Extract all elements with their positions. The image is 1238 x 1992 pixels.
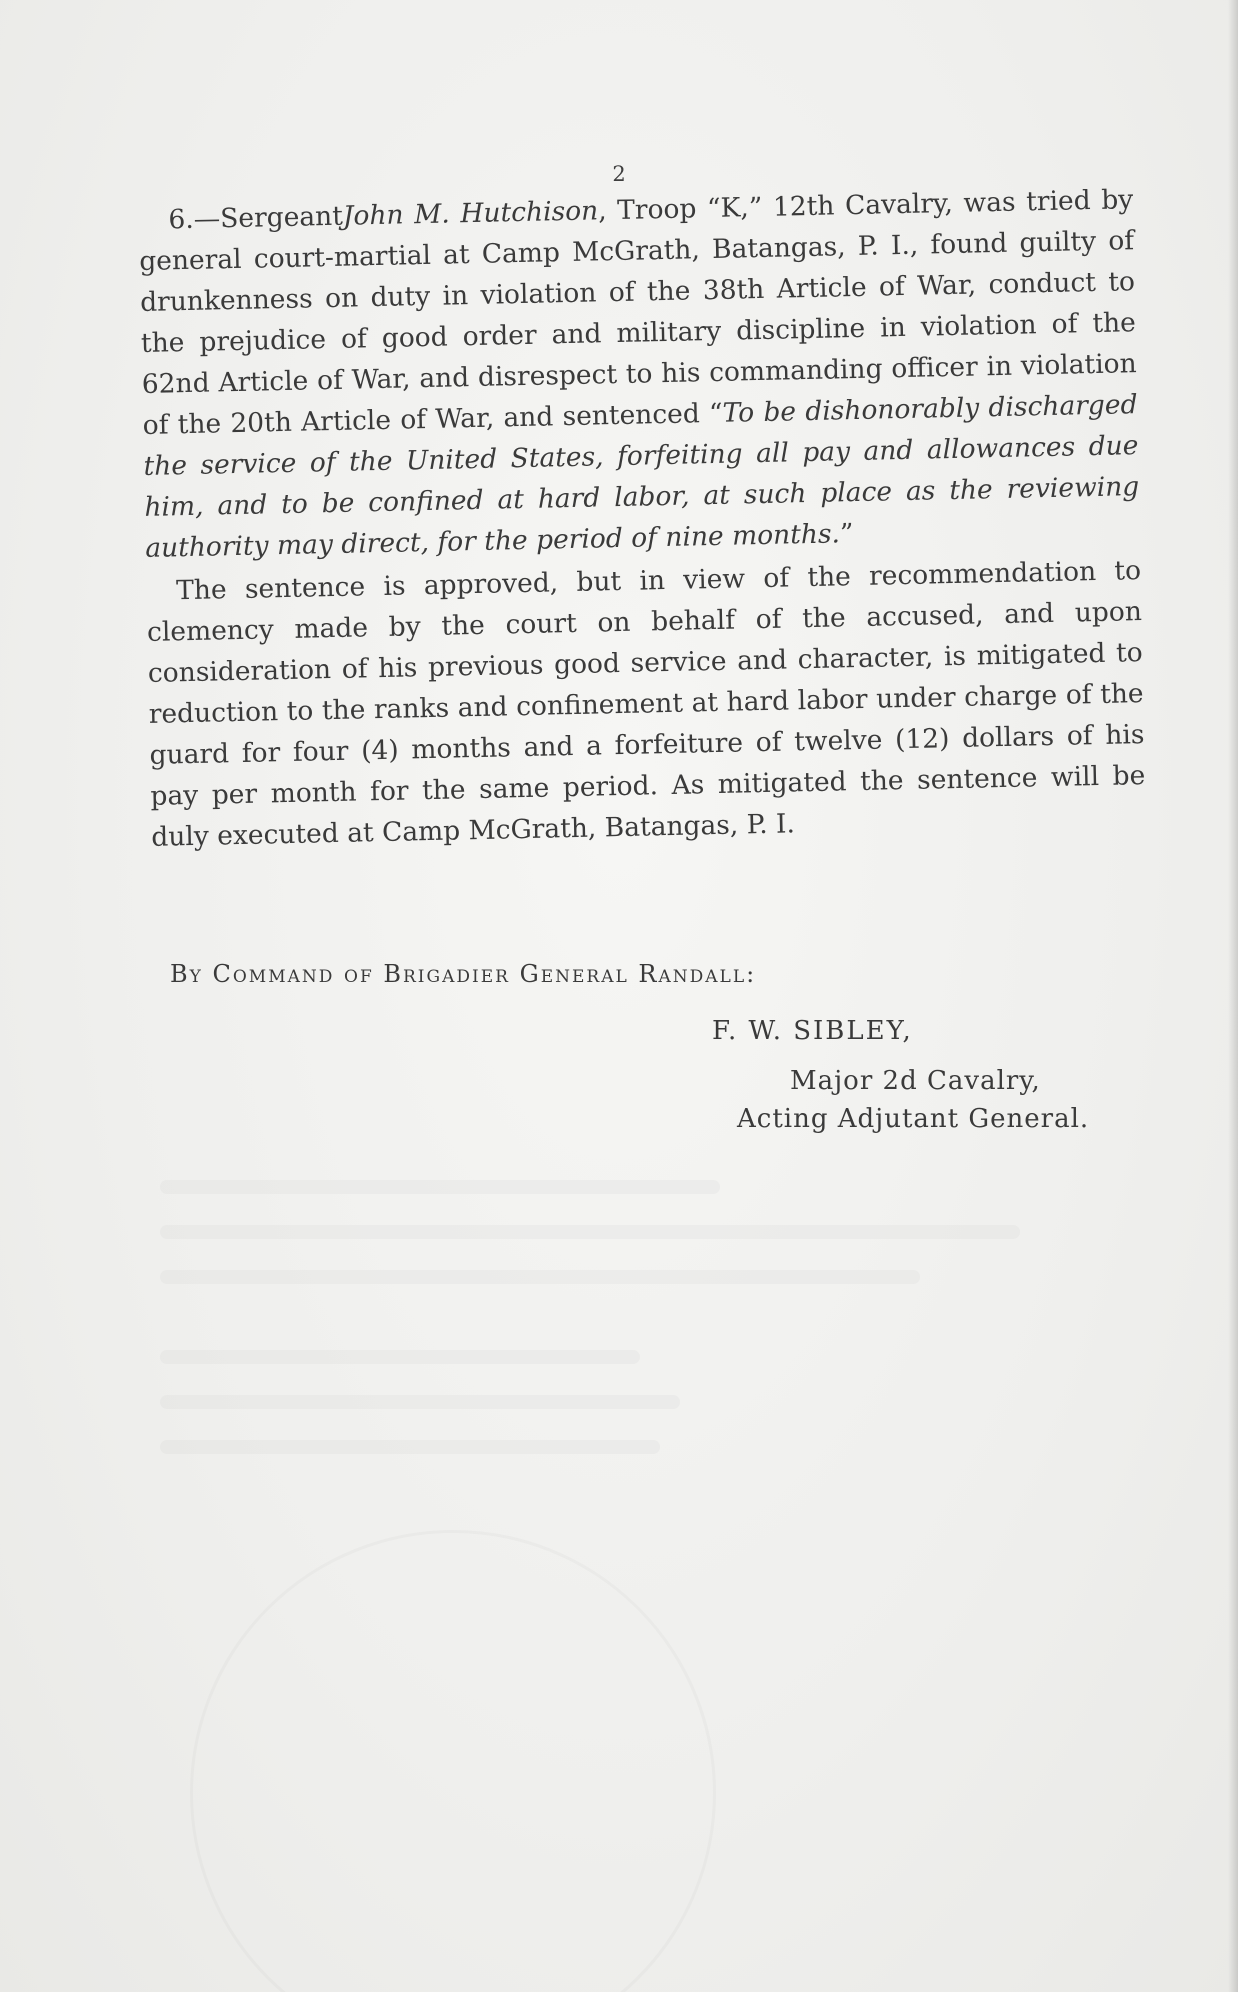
order-charges: , Troop “K,” 12th Cavalry, was tried by general court-martial at Camp McGrath, Batangas, P. I., found guilty of drunkenness on duty in violation of the 38th Article of War, conduct to the prejudice of good order and military discipline in violation of the 62nd Article of War, and disrespect to his commanding officer in violation of the 20th Article of War, and sentenced “: [138, 184, 1137, 441]
bleed-through-line: [160, 1440, 660, 1454]
bleed-through-line: [160, 1225, 1020, 1239]
soldier-name: John M. Hutchison: [342, 195, 599, 232]
page-number: 2: [612, 162, 626, 186]
order-body: [138, 179, 1147, 858]
order-sentence: To be dishonorably discharged the service of the United States, forfeiting all pay and allowances due him, and to be confined at hard labor, at such place as the reviewing authority may direct, for the period of nine months.: [143, 389, 1140, 564]
order-intro: 6.—Sergeant: [168, 200, 344, 236]
command-line: By Command of Brigadier General Randall:: [170, 960, 757, 988]
bleed-through-line: [160, 1180, 720, 1194]
bleed-through-line: [160, 1270, 920, 1284]
signatory-name: F. W. SIBLEY,: [712, 1016, 913, 1046]
bleed-through-line: [160, 1395, 680, 1409]
order-paragraph: [138, 179, 1141, 569]
bleed-through-line: [160, 1350, 640, 1364]
signatory-rank: Major 2d Cavalry,: [790, 1066, 1041, 1096]
page-edge-shadow: [1228, 0, 1238, 1992]
sentence-close-quote: ”: [839, 518, 854, 550]
signatory-title: Acting Adjutant General.: [737, 1104, 1090, 1134]
faint-stamp-bleed: [190, 1530, 716, 1992]
review-paragraph: The sentence is approved, but in view of the recommendation to clemency made by the court on behalf of the accused, and upon consideration of his previous good service and character, is mitigated to reduction to the ranks and confinement at hard labor under charge of the guard for four (4) months and a forfeiture of twelve (12) dollars of his pay per month for the same period. As mitigated the sentence will be duly executed at Camp McGrath, Batangas, P. I.: [146, 555, 1146, 853]
